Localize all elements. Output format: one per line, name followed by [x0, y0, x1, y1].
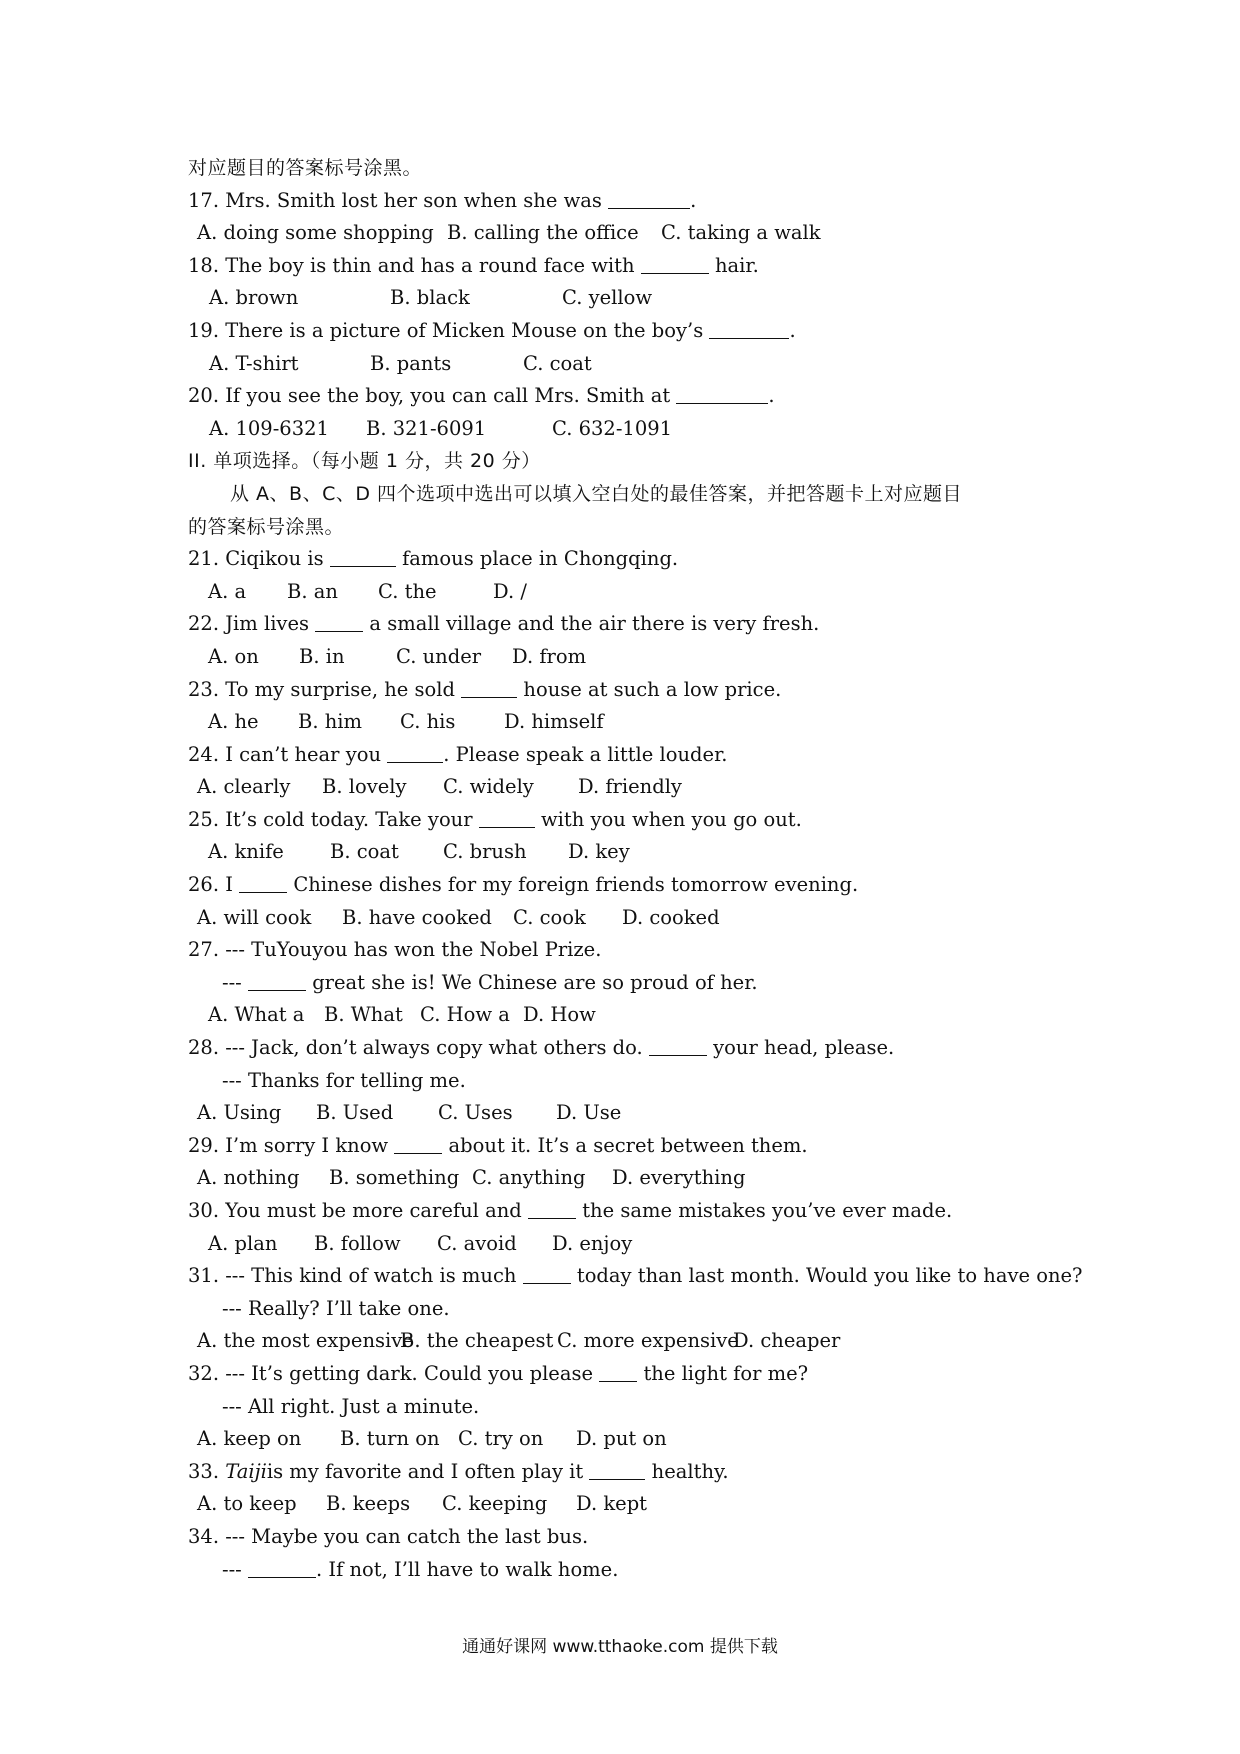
- question-stem: There is a picture of Micken Mouse on the boy’s: [225, 318, 704, 342]
- question-33: [188, 1456, 1088, 1489]
- option-a: A. to keep: [197, 1492, 297, 1516]
- option-d: D. himself: [504, 710, 604, 734]
- option-c: C. try on: [458, 1427, 544, 1451]
- answer-blank: [239, 872, 287, 893]
- options-18: [188, 282, 1088, 315]
- options-29: [188, 1162, 1088, 1195]
- option-d: D. Use: [556, 1101, 622, 1125]
- option-c: C. 632-1091: [552, 416, 673, 440]
- option-c: C. avoid: [437, 1231, 517, 1255]
- option-c: C. his: [400, 710, 456, 734]
- option-a: A. will cook: [197, 905, 312, 929]
- options-31: [188, 1325, 1088, 1358]
- option-b: B. the cheapest: [400, 1329, 554, 1353]
- dialog-dashes: ---: [222, 1557, 242, 1581]
- option-b: B. turn on: [340, 1427, 440, 1451]
- question-stem-end: about it. It’s a secret between them.: [448, 1133, 808, 1157]
- question-19: [188, 315, 1088, 348]
- question-stem-end: .: [690, 188, 697, 212]
- question-number: 27.: [188, 938, 220, 962]
- question-stem-end: .: [768, 384, 775, 408]
- question-number: 17.: [188, 188, 220, 212]
- option-b: B. calling the office: [447, 221, 639, 245]
- option-c: C. cook: [513, 905, 586, 929]
- option-d: D. key: [568, 840, 630, 864]
- answer-blank: [387, 742, 443, 763]
- question-stem: The boy is thin and has a round face with: [225, 253, 635, 277]
- options-19: [188, 348, 1088, 381]
- dialog-line: [188, 967, 1088, 1000]
- question-number: 21.: [188, 547, 220, 571]
- option-b: B. Used: [316, 1101, 394, 1125]
- question-number: 31.: [188, 1264, 220, 1288]
- answer-blank: [523, 1263, 571, 1284]
- option-c: C. How a: [420, 1003, 510, 1027]
- option-d: D. /: [493, 579, 527, 603]
- question-18: [188, 250, 1088, 283]
- option-d: D. kept: [576, 1492, 648, 1516]
- question-28: [188, 1032, 1088, 1065]
- question-stem: --- Jack, don’t always copy what others do.: [225, 1036, 643, 1060]
- question-stem: If you see the boy, you can call Mrs. Smith at: [225, 384, 671, 408]
- option-b: B. pants: [370, 351, 452, 375]
- question-number: 26.: [188, 873, 220, 897]
- option-c: C. brush: [443, 840, 527, 864]
- question-stem-end: . Please speak a little louder.: [443, 742, 728, 766]
- option-a: A. clearly: [197, 775, 291, 799]
- question-stem: I: [225, 873, 233, 897]
- question-stem: Ciqikou is: [225, 547, 324, 571]
- option-b: B. keeps: [326, 1492, 411, 1516]
- answer-blank: [479, 807, 535, 828]
- question-number: 19.: [188, 318, 220, 342]
- question-stem: You must be more careful and: [225, 1199, 522, 1222]
- options-27: [188, 999, 1088, 1032]
- answer-blank: [599, 1361, 637, 1382]
- option-a: A. the most expensive: [197, 1329, 414, 1353]
- option-c: C. anything: [472, 1166, 586, 1190]
- answer-blank: [248, 1557, 316, 1578]
- option-b: B. lovely: [322, 775, 407, 799]
- option-b: B. an: [287, 579, 338, 603]
- option-d: D. enjoy: [552, 1231, 633, 1255]
- option-a: A. doing some shopping: [197, 221, 434, 245]
- question-30: [188, 1195, 1088, 1228]
- options-32: [188, 1423, 1088, 1456]
- option-b: B. in: [299, 644, 345, 668]
- question-stem-end: a small village and the air there is very fresh.: [369, 612, 820, 636]
- option-c: C. under: [396, 644, 482, 668]
- question-number: 30.: [188, 1199, 220, 1222]
- question-stem-end: hair.: [714, 253, 759, 277]
- option-c: C. widely: [443, 775, 534, 799]
- answer-blank: [608, 188, 690, 209]
- option-d: D. from: [512, 644, 587, 668]
- option-a: A. What a: [208, 1003, 305, 1027]
- option-a: A. keep on: [197, 1427, 302, 1451]
- option-c: C. yellow: [562, 286, 653, 310]
- option-b: B. follow: [314, 1231, 401, 1255]
- option-c: C. the: [378, 579, 437, 603]
- option-b: B. 321-6091: [366, 416, 487, 440]
- answer-blank: [589, 1459, 645, 1480]
- question-stem: It’s cold today. Take your: [225, 807, 473, 831]
- option-a: A. nothing: [197, 1166, 300, 1190]
- question-number: 24.: [188, 742, 220, 766]
- question-17: [188, 185, 1088, 218]
- options-30: [188, 1228, 1088, 1261]
- question-stem-end: your head, please.: [713, 1036, 895, 1060]
- question-stem-end: healthy.: [651, 1459, 729, 1483]
- options-20: [188, 413, 1088, 446]
- question-24: [188, 739, 1088, 772]
- intro-tail: 对应题目的答案标号涂黑。: [188, 157, 423, 179]
- dialog-text: . If not, I’ll have to walk home.: [315, 1557, 619, 1581]
- question-20: [188, 380, 1088, 413]
- question-21: [188, 543, 1088, 576]
- option-d: D. friendly: [578, 775, 682, 799]
- options-33: [188, 1488, 1088, 1521]
- answer-blank: [709, 318, 789, 339]
- option-b: B. coat: [330, 840, 399, 864]
- answer-blank: [676, 383, 768, 404]
- question-22: [188, 608, 1088, 641]
- option-a: A. he: [208, 710, 259, 734]
- section-instruction: 从 A、B、C、D 四个选项中选出可以填入空白处的最佳答案，并把答题卡上对应题目: [230, 482, 963, 505]
- option-c: C. Uses: [438, 1101, 513, 1125]
- question-stem: --- TuYouyou has won the Nobel Prize.: [225, 938, 602, 962]
- answer-blank: [528, 1198, 576, 1219]
- question-stem: Mrs. Smith lost her son when she was: [225, 188, 602, 212]
- dialog-line: --- Really? I’ll take one.: [222, 1296, 450, 1320]
- option-b: B. have cooked: [342, 905, 492, 929]
- options-24: [188, 771, 1088, 804]
- question-number: 22.: [188, 612, 220, 636]
- option-b: B. What: [324, 1003, 403, 1027]
- answer-blank: [461, 677, 517, 698]
- option-b: B. something: [329, 1166, 460, 1190]
- question-stem: --- It’s getting dark. Could you please: [225, 1361, 594, 1385]
- question-26: [188, 869, 1088, 902]
- option-a: A. plan: [208, 1231, 278, 1255]
- question-31: [188, 1260, 1088, 1293]
- question-stem-end: today than last month. Would you like to have one?: [576, 1264, 1083, 1288]
- question-stem-end: .: [789, 318, 796, 342]
- question-number: 33.: [188, 1459, 220, 1483]
- options-25: [188, 836, 1088, 869]
- options-23: [188, 706, 1088, 739]
- answer-blank: [394, 1133, 442, 1154]
- question-stem: --- Maybe you can catch the last bus.: [225, 1524, 589, 1548]
- option-d: D. cheaper: [733, 1329, 841, 1353]
- dialog-line: --- All right. Just a minute.: [222, 1394, 480, 1418]
- question-23: [188, 674, 1088, 707]
- question-stem-end: house at such a low price.: [523, 677, 782, 701]
- dialog-line: --- Thanks for telling me.: [222, 1068, 466, 1092]
- option-d: D. How: [523, 1003, 596, 1027]
- options-28: [188, 1097, 1088, 1130]
- options-17: [188, 217, 1088, 250]
- dialog-text: great she is! We Chinese are so proud of her.: [312, 970, 758, 994]
- question-stem-end: the light for me?: [643, 1361, 809, 1385]
- question-stem-end: Chinese dishes for my foreign friends tomorrow evening.: [293, 873, 859, 897]
- question-number: 28.: [188, 1036, 220, 1060]
- option-a: A. 109-6321: [209, 416, 329, 440]
- question-29: [188, 1130, 1088, 1163]
- options-22: [188, 641, 1088, 674]
- option-c: C. taking a walk: [661, 221, 821, 245]
- section-instruction-cont: 的答案标号涂黑。: [188, 515, 345, 538]
- question-stem-italic: Taiji: [225, 1459, 267, 1483]
- question-34: [188, 1521, 1088, 1554]
- option-b: B. him: [298, 710, 363, 734]
- section-heading: II. 单项选择。（每小题 1 分，共 20 分）: [188, 450, 541, 473]
- question-stem: is my favorite and I often play it: [266, 1459, 584, 1483]
- question-32: [188, 1358, 1088, 1391]
- options-26: [188, 902, 1088, 935]
- option-a: A. Using: [197, 1101, 282, 1125]
- option-d: D. everything: [612, 1166, 746, 1190]
- answer-blank: [330, 546, 396, 567]
- dialog-line: [188, 1554, 1088, 1587]
- answer-blank: [315, 611, 363, 632]
- question-number: 23.: [188, 677, 220, 701]
- question-number: 20.: [188, 384, 220, 408]
- answer-blank: [649, 1035, 707, 1056]
- option-a: A. knife: [208, 840, 284, 864]
- option-a: A. a: [208, 579, 247, 603]
- option-c: C. keeping: [442, 1492, 548, 1516]
- question-stem: Jim lives: [225, 612, 309, 636]
- option-d: D. cooked: [622, 905, 720, 929]
- question-number: 34.: [188, 1524, 220, 1548]
- question-number: 29.: [188, 1133, 220, 1157]
- question-number: 25.: [188, 807, 220, 831]
- question-stem-end: with you when you go out.: [540, 807, 802, 831]
- option-b: B. black: [390, 286, 470, 310]
- question-stem: --- This kind of watch is much: [225, 1264, 517, 1288]
- option-a: A. on: [208, 644, 259, 668]
- question-25: [188, 804, 1088, 837]
- question-27: [188, 934, 1088, 967]
- options-21: [188, 576, 1088, 609]
- exam-content: [188, 152, 1088, 1586]
- option-a: A. T-shirt: [209, 351, 299, 375]
- question-stem-end: the same mistakes you’ve ever made.: [582, 1199, 953, 1222]
- option-d: D. put on: [576, 1427, 667, 1451]
- question-number: 18.: [188, 253, 220, 277]
- question-stem: I can’t hear you: [225, 742, 382, 766]
- question-stem: I’m sorry I know: [225, 1133, 389, 1157]
- question-stem-end: famous place in Chongqing.: [402, 547, 679, 571]
- answer-blank: [248, 970, 306, 991]
- option-c: C. more expensive: [557, 1329, 739, 1353]
- option-a: A. brown: [209, 286, 299, 310]
- page-footer: 通通好课网 www.tthaoke.com 提供下载: [462, 1637, 778, 1657]
- dialog-dashes: ---: [222, 970, 242, 994]
- question-number: 32.: [188, 1361, 220, 1385]
- answer-blank: [641, 253, 709, 274]
- question-stem: To my surprise, he sold: [225, 677, 455, 701]
- option-c: C. coat: [523, 351, 592, 375]
